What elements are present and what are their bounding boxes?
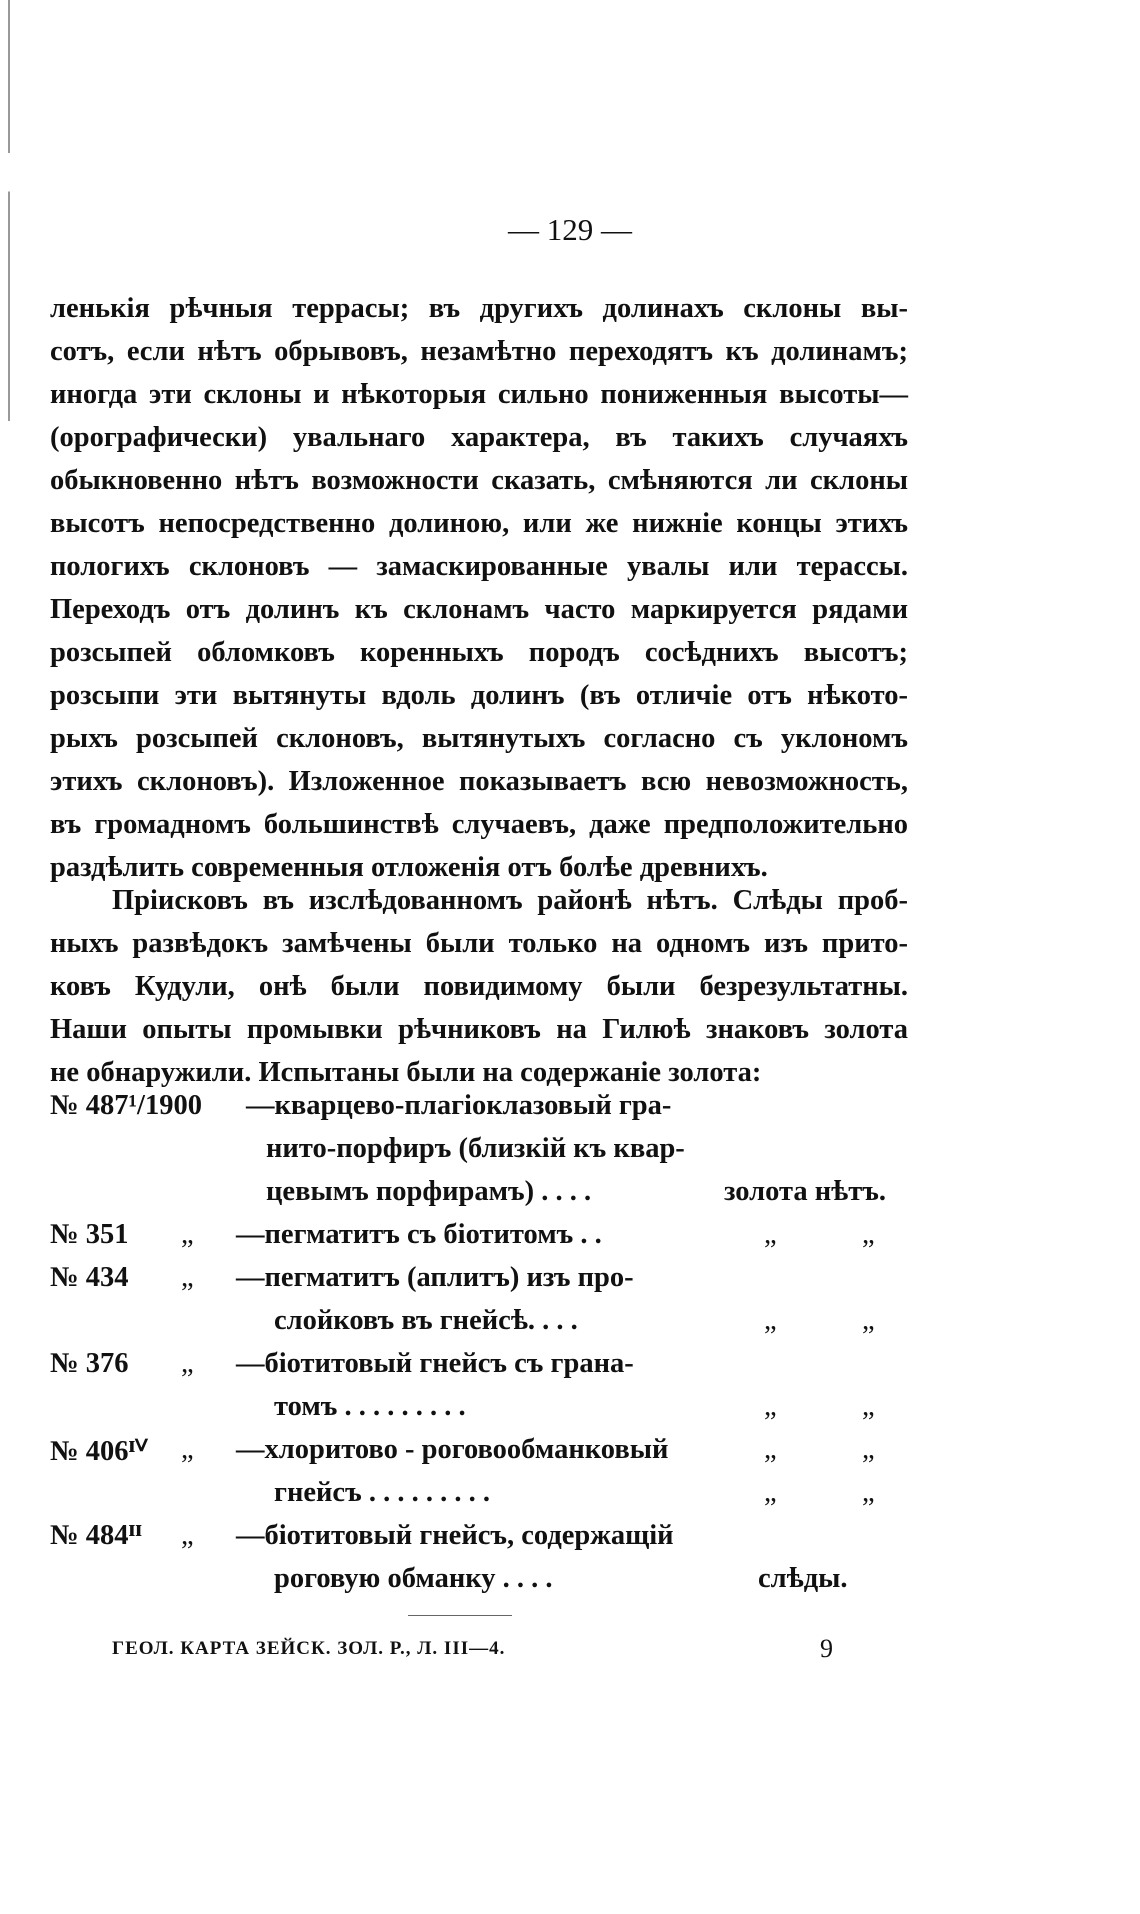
sample-description: —хлоритово - роговообманковый	[236, 1434, 669, 1465]
ditto-mark: „	[862, 1434, 875, 1465]
text-line: ныхъ развѣдокъ замѣчены были только на одномъ изъ прито-	[50, 928, 908, 959]
sample-number: № 351	[50, 1219, 129, 1250]
sample-number: № 434	[50, 1262, 129, 1293]
sample-row	[50, 1090, 920, 1133]
ditto-mark: „	[181, 1219, 194, 1250]
ditto-mark: „	[764, 1219, 777, 1250]
footnote-rule	[408, 1615, 512, 1616]
scan-edge	[8, 0, 10, 1914]
sample-number: № 484ᴵᴵ	[50, 1520, 143, 1551]
text-line: рыхъ розсыпей склоновъ, вытянутыхъ согласно съ уклономъ	[50, 723, 908, 754]
ditto-mark: „	[764, 1391, 777, 1422]
sample-description: цевымъ порфирамъ) . . . .	[266, 1176, 592, 1207]
ditto-mark: „	[181, 1434, 194, 1465]
text-line: Наши опыты промывки рѣчниковъ на Гилюѣ знаковъ золота	[50, 1014, 908, 1045]
paragraph-1	[50, 287, 908, 889]
text-line: (орографически) увальнаго характера, въ такихъ случаяхъ	[50, 422, 908, 453]
samples-table	[50, 1090, 920, 1606]
sample-row	[50, 1434, 920, 1477]
sample-result: слѣды.	[758, 1563, 848, 1594]
sample-number: № 376	[50, 1348, 129, 1379]
ditto-mark: „	[862, 1477, 875, 1508]
sample-description: томъ . . . . . . . . .	[274, 1391, 466, 1422]
page-footer: ГЕОЛ. КАРТА ЗЕЙСК. ЗОЛ. Р., Л. III—4.	[112, 1638, 506, 1659]
sample-description: гнейсъ . . . . . . . . .	[274, 1477, 490, 1508]
sample-number: № 487¹/1900	[50, 1090, 202, 1121]
sample-description: —пегматитъ съ біотитомъ . .	[236, 1219, 602, 1250]
ditto-mark: „	[764, 1434, 777, 1465]
sample-row-continuation	[50, 1176, 920, 1219]
text-line: сотъ, если нѣтъ обрывовъ, незамѣтно переходятъ къ долинамъ;	[50, 336, 908, 367]
text-line: пологихъ склоновъ — замаскированные увалы или терассы.	[50, 551, 908, 582]
text-line: не обнаружили. Испытаны были на содержаніе золота:	[50, 1057, 762, 1088]
ditto-mark: „	[862, 1305, 875, 1336]
text-line: раздѣлить современныя отложенія отъ болѣе древнихъ.	[50, 852, 768, 883]
sample-row-continuation	[50, 1563, 920, 1606]
text-line: иногда эти склоны и нѣкоторыя сильно пониженныя высоты—	[50, 379, 908, 410]
ditto-mark: „	[181, 1520, 194, 1551]
sample-row-continuation	[50, 1391, 920, 1434]
ditto-mark: „	[862, 1391, 875, 1422]
text-line: въ громадномъ большинствѣ случаевъ, даже предположительно	[50, 809, 908, 840]
text-line: высотъ непосредственно долиною, или же нижніе концы этихъ	[50, 508, 908, 539]
sample-row-continuation	[50, 1305, 920, 1348]
sample-description: слойковъ въ гнейсѣ. . . .	[274, 1305, 578, 1336]
text-line: этихъ склоновъ). Изложенное показываетъ всю невозможность,	[50, 766, 908, 797]
sample-result: золота нѣтъ.	[724, 1176, 887, 1207]
text-line: ленькія рѣчныя террасы; въ другихъ долинахъ склоны вы-	[50, 293, 908, 324]
sample-row	[50, 1262, 920, 1305]
sample-description: роговую обманку . . . .	[274, 1563, 553, 1594]
ditto-mark: „	[764, 1305, 777, 1336]
text-line: обыкновенно нѣтъ возможности сказать, смѣняются ли склоны	[50, 465, 908, 496]
sample-row-continuation	[50, 1133, 920, 1176]
signature-mark: 9	[820, 1634, 833, 1663]
text-line: розсыпи эти вытянуты вдоль долинъ (въ отличіе отъ нѣкото-	[50, 680, 908, 711]
sample-row-continuation	[50, 1477, 920, 1520]
ditto-mark: „	[764, 1477, 777, 1508]
sample-description: —кварцево-плагіоклазовый гра-	[246, 1090, 672, 1121]
paragraph-2	[50, 879, 908, 1094]
sample-row	[50, 1219, 920, 1262]
ditto-mark: „	[181, 1348, 194, 1379]
sample-description: —біотитовый гнейсъ съ грана-	[236, 1348, 634, 1379]
sample-row	[50, 1520, 920, 1563]
sample-row	[50, 1348, 920, 1391]
sample-description: нито-порфиръ (близкій къ квар-	[266, 1133, 685, 1164]
text-line: Пріисковъ въ изслѣдованномъ районѣ нѣтъ. Слѣды проб-	[112, 885, 908, 916]
ditto-mark: „	[862, 1219, 875, 1250]
page-number: — 129 —	[508, 212, 632, 247]
text-line: Переходъ отъ долинъ къ склонамъ часто маркируется рядами	[50, 594, 908, 625]
text-line: розсыпей обломковъ коренныхъ породъ сосѣднихъ высотъ;	[50, 637, 908, 668]
sample-description: —біотитовый гнейсъ, содержащій	[236, 1520, 674, 1551]
ditto-mark: „	[181, 1262, 194, 1293]
sample-description: —пегматитъ (аплитъ) изъ про-	[236, 1262, 634, 1293]
text-line: ковъ Кудули, онѣ были повидимому были безрезультатны.	[50, 971, 908, 1002]
sample-number: № 406ᴵⱽ	[50, 1436, 148, 1467]
